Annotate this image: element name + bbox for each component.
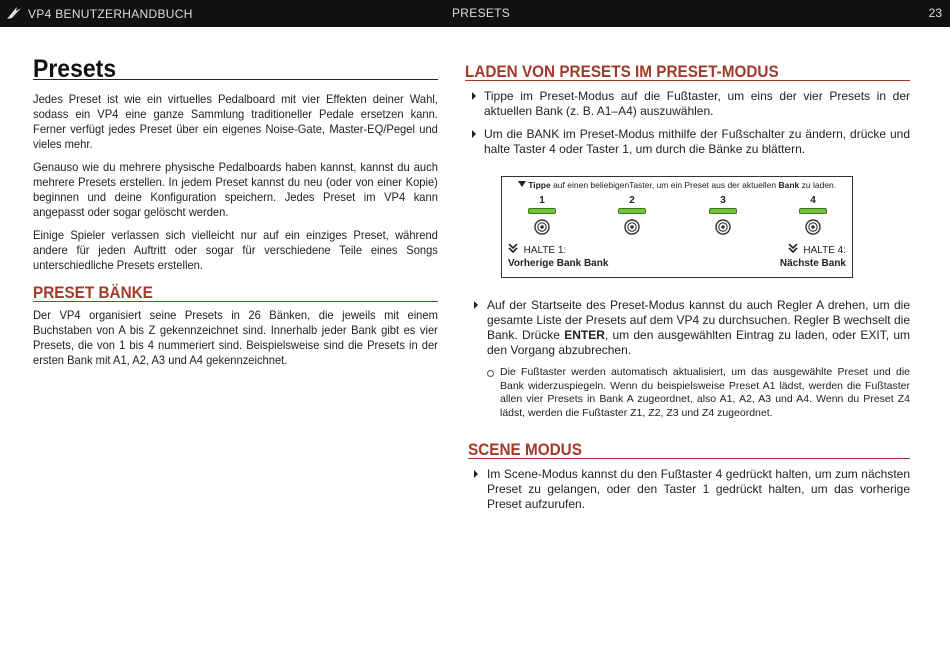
bullet-text: Auf der Startseite des Preset-Modus kannst du auch Regler A drehen, um die gesamte Liste der Presets auf dem VP4 zu durchsuchen. Regler B wechselt die Bank. Drücke <box>487 298 910 342</box>
led-indicator <box>618 208 646 214</box>
hold-4-action: Nächste Bank <box>779 258 846 269</box>
footswitch-number: 3 <box>720 195 726 206</box>
bullet-tap-footswitch <box>465 89 910 119</box>
bullet-change-bank <box>465 127 910 157</box>
tip-bank: Bank <box>778 180 800 190</box>
triangle-right-icon <box>471 468 481 480</box>
enter-label: ENTER <box>564 328 605 342</box>
footswitch-icon <box>805 219 821 235</box>
footswitch-2 <box>617 195 647 240</box>
double-chevron-down-icon <box>508 244 518 253</box>
left-column <box>33 55 438 376</box>
hold-1-title: HALTE 1: <box>523 245 567 256</box>
bullet-text: Um die BANK im Preset-Modus mithilfe der Fußschalter zu ändern, drücke und halte Taster 4 oder Taster 1, um durch die Bänke zu blättern. <box>484 127 910 156</box>
section-title: PRESETS <box>452 6 511 20</box>
double-chevron-down-icon <box>788 244 798 253</box>
led-indicator <box>709 208 737 214</box>
led-indicator <box>528 208 556 214</box>
triangle-right-icon <box>469 90 479 102</box>
footswitch-icon <box>534 219 550 235</box>
sub-bullet-footswitch-update <box>465 366 910 420</box>
load-presets-heading: LADEN VON PRESETS IM PRESET-MODUS <box>465 62 779 81</box>
hold-1-label <box>508 244 608 270</box>
intro-paragraph-1: Jedes Preset ist wie ein virtuelles Pedalboard mit vier Effekten deiner Wahl, sodass ein VP4 eine ganze Sammlung traditioneller Pedale ersetzen kann. Ferner verfügt jedes Preset über ein eigenes Noise-Gate, Master-EQ/Pegel und vieles mehr. <box>33 92 438 151</box>
intro-paragraph-2: Genauso wie du mehrere physische Pedalboards haben kannst, kannst du auch mehrere Presets erstellen. In jedem Preset kannst du neu (oder von einer Kopie) beginnen und deine Konfiguration speichern. Jedes Preset im VP4 kann angepasst oder sogar gelöscht werden. <box>33 160 438 219</box>
circle-bullet-icon <box>487 370 494 377</box>
scene-mode-heading: SCENE MODUS <box>468 440 582 459</box>
triangle-right-icon <box>469 128 479 140</box>
diagram-tip <box>502 180 852 190</box>
page-number: 23 <box>928 6 942 20</box>
hold-4-title: HALTE 4: <box>803 245 846 256</box>
bullet-scene-mode <box>465 467 910 512</box>
intro-paragraph-3: Einige Spieler verlassen sich vielleicht nur auf ein einziges Preset, während andere für jeden Auftritt oder sogar für verschiedene Teile eines Songs unterschiedliche Presets erstellen. <box>33 228 438 272</box>
led-indicator <box>799 208 827 214</box>
triangle-down-icon <box>518 181 526 187</box>
hold-4-label <box>780 244 846 270</box>
bullet-knob-browse <box>465 298 910 358</box>
tip-end: zu laden. <box>799 180 837 190</box>
hold-1-action: Vorherige Bank Bank <box>508 258 609 269</box>
footswitch-diagram <box>501 176 853 278</box>
sub-bullet-text: Die Fußtaster werden automatisch aktualisiert, um das ausgewählte Preset und die Bank widerzuspiegeln. Wenn du beispielsweise Preset A1 lädst, werden die Fußtaster allen vier Presets in Bank A zugeordnet, also A1, A2, A3 und A4. Wenn du Preset Z4 lädst, werden die Fußtaster Z1, Z2, Z3 und Z4 zugeordnet. <box>500 366 910 419</box>
right-column <box>465 62 910 520</box>
tip-bold: Tippe <box>528 180 551 190</box>
footswitch-number: 4 <box>810 195 816 206</box>
header-bar <box>0 0 950 27</box>
manual-title: VP4 BENUTZERHANDBUCH <box>28 7 193 21</box>
footswitch-number: 1 <box>539 195 545 206</box>
footswitch-number: 2 <box>629 195 635 206</box>
footswitch-1 <box>527 195 557 240</box>
footswitch-icon <box>715 219 731 235</box>
footswitch-3 <box>708 195 738 240</box>
tip-mid: auf einen beliebigenTaster, um ein Preset aus der aktuellen <box>550 180 779 190</box>
footswitch-icon <box>624 219 640 235</box>
line6-logo-icon <box>6 6 22 20</box>
page-title: Presets <box>33 55 117 83</box>
bullet-text: Im Scene-Modus kannst du den Fußtaster 4 gedrückt halten, um zum nächsten Preset zu gelangen, oder den Taster 1 gedrückt halten, um das vorherige Preset aufzurufen. <box>487 467 910 511</box>
bullet-text: Tippe im Preset-Modus auf die Fußtaster, um eins der vier Presets in der aktuellen Bank (z. B. A1–A4) auszuwählen. <box>484 89 910 118</box>
footswitch-4 <box>798 195 828 240</box>
preset-banks-paragraph: Der VP4 organisiert seine Presets in 26 Bänken, die jeweils mit einem Buchstaben von A bis Z gekennzeichnet sind. Innerhalb jeder Bank gibt es vier Presets, die von 1 bis 4 nummeriert sind. Beispielsweise sind die Presets in der ersten Bank mit A1, A2, A3 und A4 gekennzeichnet. <box>33 308 438 367</box>
triangle-right-icon <box>471 299 481 311</box>
preset-banks-heading: PRESET BÄNKE <box>33 283 153 302</box>
bullet-text-end: , um den ausgewählten Eintrag zu laden, oder EXIT, um den Vorgang abzubrechen. <box>487 328 910 357</box>
